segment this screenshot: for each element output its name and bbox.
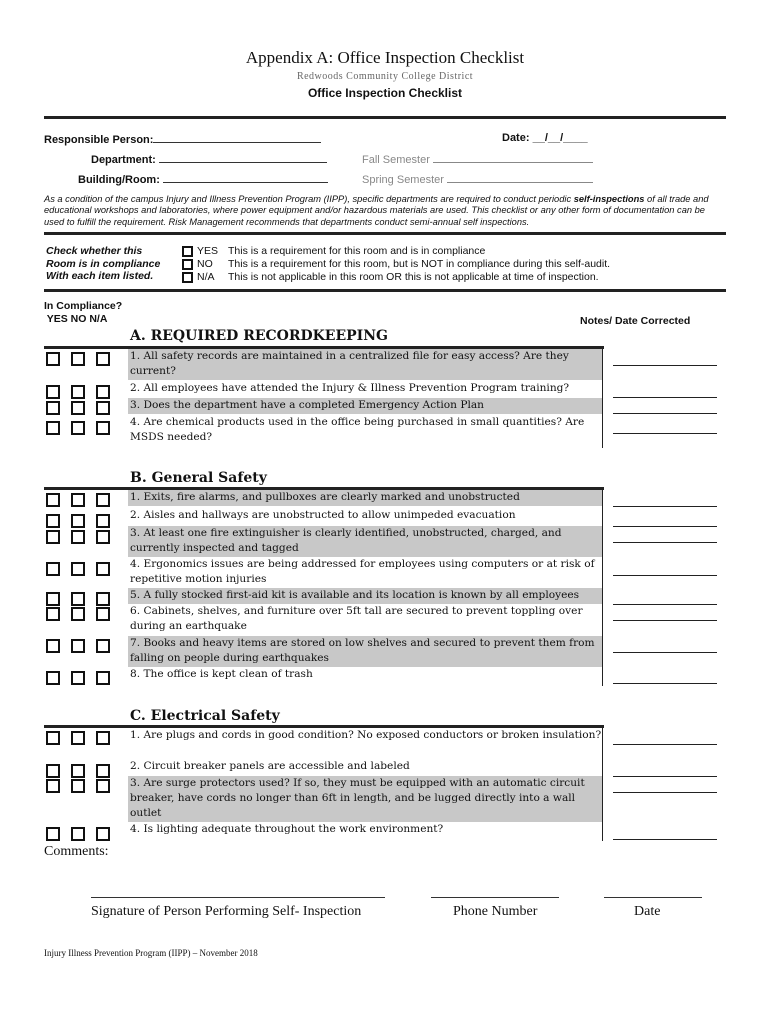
checkbox-row-b6 [46, 607, 110, 621]
building-room-blank[interactable] [163, 172, 328, 183]
na-checkbox[interactable] [96, 639, 110, 653]
fall-semester-label: Fall Semester [362, 154, 430, 166]
checkbox-row-a2 [46, 385, 110, 399]
no-checkbox[interactable] [71, 779, 85, 793]
no-checkbox[interactable] [71, 493, 85, 507]
checkbox-row-c3 [46, 779, 110, 793]
notes-line-b4[interactable] [613, 575, 717, 576]
checkbox-row-a4 [46, 421, 110, 435]
section-b-title: B. General Safety [130, 470, 267, 486]
no-checkbox[interactable] [71, 562, 85, 576]
section-b-item-4: 4. Ergonomics issues are being addressed for employees using computers or at risk of repetitive motion injuries [130, 558, 595, 585]
legend-na-code: N/A [197, 271, 215, 283]
yes-checkbox[interactable] [46, 731, 60, 745]
section-a-item-2: 2. All employees have attended the Injury & Illness Prevention Program training? [130, 382, 570, 394]
yes-checkbox[interactable] [46, 592, 60, 606]
section-b-item-2: 2. Aisles and hallways are unobstructed to allow unimpeded evacuation [130, 509, 516, 521]
phone-label: Phone Number [453, 904, 538, 919]
notes-line-b6[interactable] [613, 620, 717, 621]
responsible-person-field[interactable] [44, 132, 321, 146]
na-checkbox[interactable] [96, 562, 110, 576]
no-checkbox[interactable] [71, 592, 85, 606]
yes-checkbox[interactable] [46, 514, 60, 528]
date-field[interactable] [502, 132, 588, 144]
no-checkbox[interactable] [71, 671, 85, 685]
notes-line-a1[interactable] [613, 365, 717, 366]
page-title: Appendix A: Office Inspection Checklist [245, 48, 525, 67]
no-checkbox[interactable] [71, 764, 85, 778]
section-a-item-1: 1. All safety records are maintained in a centralized file for easy access? Are they current? [128, 349, 602, 380]
section-b-item-3: 3. At least one fire extinguisher is clearly identified, unobstructed, charged, and currently inspected and tagged [128, 526, 602, 557]
no-checkbox[interactable] [71, 639, 85, 653]
yes-checkbox[interactable] [46, 639, 60, 653]
na-checkbox[interactable] [96, 385, 110, 399]
yes-checkbox[interactable] [46, 401, 60, 415]
na-checkbox[interactable] [96, 352, 110, 366]
notes-line-c4[interactable] [613, 839, 717, 840]
comments-label: Comments: [44, 844, 109, 859]
checkbox-row-c2 [46, 764, 110, 778]
yes-checkbox[interactable] [46, 530, 60, 544]
date-label: Date: [502, 132, 530, 144]
na-checkbox[interactable] [96, 493, 110, 507]
notes-line-c2[interactable] [613, 776, 717, 777]
checkbox-row-b3 [46, 530, 110, 544]
na-checkbox[interactable] [96, 731, 110, 745]
fall-semester-field[interactable] [362, 152, 593, 166]
notes-line-b8[interactable] [613, 683, 717, 684]
building-room-field[interactable] [78, 172, 328, 186]
department-label: Department: [91, 154, 156, 166]
date-line[interactable] [604, 897, 702, 898]
legend-divider [44, 289, 726, 292]
page-footer: Injury Illness Prevention Program (IIPP) – November 2018 [44, 948, 258, 958]
checkbox-row-b7 [46, 639, 110, 653]
yes-checkbox[interactable] [46, 421, 60, 435]
notes-column-header: Notes/ Date Corrected [580, 315, 691, 327]
checkbox-row-b4 [46, 562, 110, 576]
notes-line-b3[interactable] [613, 542, 717, 543]
notes-line-b1[interactable] [613, 506, 717, 507]
responsible-person-blank[interactable] [153, 132, 321, 143]
section-a-item-3: 3. Does the department have a completed Emergency Action Plan [128, 398, 602, 414]
na-checkbox[interactable] [96, 514, 110, 528]
spring-semester-blank[interactable] [447, 172, 593, 183]
section-b-item-1: 1. Exits, fire alarms, and pullboxes are clearly marked and unobstructed [128, 490, 602, 506]
yes-checkbox[interactable] [46, 827, 60, 841]
checkbox-row-a3 [46, 401, 110, 415]
yes-checkbox[interactable] [46, 779, 60, 793]
legend-no-checkbox [182, 259, 193, 270]
yes-checkbox[interactable] [46, 385, 60, 399]
notes-line-b2[interactable] [613, 526, 717, 527]
checkbox-row-c4 [46, 827, 110, 841]
no-checkbox[interactable] [71, 352, 85, 366]
notes-line-c3[interactable] [613, 792, 717, 793]
no-checkbox[interactable] [71, 421, 85, 435]
legend-na-checkbox [182, 272, 193, 283]
no-checkbox[interactable] [71, 530, 85, 544]
na-checkbox[interactable] [96, 421, 110, 435]
na-checkbox[interactable] [96, 401, 110, 415]
signature-label: Signature of Person Performing Self- Inspection [91, 904, 362, 919]
notes-line-a4[interactable] [613, 433, 717, 434]
spring-semester-label: Spring Semester [362, 174, 444, 186]
no-checkbox[interactable] [71, 401, 85, 415]
notes-line-b7[interactable] [613, 652, 717, 653]
section-c-border [602, 727, 603, 841]
legend-no-code: NO [197, 258, 213, 270]
na-checkbox[interactable] [96, 592, 110, 606]
header-divider [44, 116, 726, 119]
na-checkbox[interactable] [96, 779, 110, 793]
page-subtitle: Office Inspection Checklist [307, 86, 463, 100]
section-c-title: C. Electrical Safety [130, 708, 280, 724]
intro-paragraph: As a condition of the campus Injury and Illness Prevention Program (IIPP), specific departments are required to conduct periodic self-inspections of all trade and educational workshops and laboratories, where power equipment and/or hazardous materials are used. This checklist or any other form of documentation can be used to fulfill the requirement. Risk Management recommends that departments conduct semi-annual self inspections. [44, 194, 709, 227]
building-room-label: Building/Room: [78, 174, 160, 186]
intro-divider [44, 232, 726, 235]
date-blank[interactable]: __/__/____ [532, 132, 588, 144]
compliance-column-header: In Compliance? YES NO N/A [44, 300, 123, 325]
section-b-item-7: 7. Books and heavy items are stored on low shelves and secured to prevent them from falling on people during earthquakes [128, 636, 602, 667]
checkbox-row-a1 [46, 352, 110, 366]
section-a-title: A. REQUIRED RECORDKEEPING [130, 328, 388, 344]
legend-instructions: Check whether this Room is in compliance With each item listed. [46, 245, 161, 282]
section-a-item-4: 4. Are chemical products used in the office being purchased in small quantities? Are MSDS needed? [130, 416, 585, 443]
no-checkbox[interactable] [71, 827, 85, 841]
department-blank[interactable] [159, 152, 327, 163]
section-b-item-6: 6. Cabinets, shelves, and furniture over 5ft tall are secured to prevent toppling over during an earthquake [130, 605, 583, 632]
checkbox-row-b8 [46, 671, 110, 685]
section-b-item-5: 5. A fully stocked first-aid kit is available and its location is known by all employees [128, 588, 602, 604]
na-checkbox[interactable] [96, 607, 110, 621]
no-checkbox[interactable] [71, 607, 85, 621]
section-a-border [602, 348, 603, 448]
checkbox-row-b2 [46, 514, 110, 528]
na-checkbox[interactable] [96, 530, 110, 544]
department-field[interactable] [91, 152, 327, 166]
yes-checkbox[interactable] [46, 607, 60, 621]
no-checkbox[interactable] [71, 731, 85, 745]
responsible-person-label: Responsible Person: [44, 134, 154, 146]
checkbox-row-c1 [46, 731, 110, 745]
no-checkbox[interactable] [71, 514, 85, 528]
notes-line-c1[interactable] [613, 744, 717, 745]
phone-line[interactable] [431, 897, 559, 898]
legend-yes-desc: This is a requirement for this room and is in compliance [228, 245, 486, 257]
checkbox-row-b1 [46, 493, 110, 507]
yes-checkbox[interactable] [46, 671, 60, 685]
legend-yes-code: YES [197, 245, 219, 257]
section-c-item-4: 4. Is lighting adequate throughout the work environment? [130, 823, 444, 835]
na-checkbox[interactable] [96, 764, 110, 778]
legend-yes-checkbox [182, 246, 193, 257]
notes-line-a3[interactable] [613, 413, 717, 414]
section-b-item-8: 8. The office is kept clean of trash [130, 668, 313, 680]
na-checkbox[interactable] [96, 671, 110, 685]
yes-checkbox[interactable] [46, 562, 60, 576]
yes-checkbox[interactable] [46, 493, 60, 507]
signature-line[interactable] [91, 897, 385, 898]
notes-line-a2[interactable] [613, 397, 717, 398]
section-c-item-2: 2. Circuit breaker panels are accessible and labeled [130, 760, 410, 772]
spring-semester-field[interactable] [362, 172, 593, 186]
yes-checkbox[interactable] [46, 764, 60, 778]
yes-checkbox[interactable] [46, 352, 60, 366]
legend-na-desc: This is not applicable in this room OR this is not applicable at time of inspection. [228, 271, 599, 283]
fall-semester-blank[interactable] [433, 152, 593, 163]
na-checkbox[interactable] [96, 827, 110, 841]
notes-line-b5[interactable] [613, 604, 717, 605]
section-c-item-1: 1. Are plugs and cords in good condition? No exposed conductors or broken insulation? [130, 729, 602, 741]
section-b-border [602, 489, 603, 686]
district-name: Redwoods Community College District [296, 71, 474, 82]
legend-no-desc: This is a requirement for this room, but is NOT in compliance during this self-audit. [228, 258, 611, 270]
no-checkbox[interactable] [71, 385, 85, 399]
checkbox-row-b5 [46, 592, 110, 606]
section-c-item-3: 3. Are surge protectors used? If so, they must be equipped with an automatic circuit breaker, have cords no longer than 6ft in length, and be lugged directly into a wall outlet [128, 776, 602, 822]
date-sig-label: Date [634, 904, 661, 919]
